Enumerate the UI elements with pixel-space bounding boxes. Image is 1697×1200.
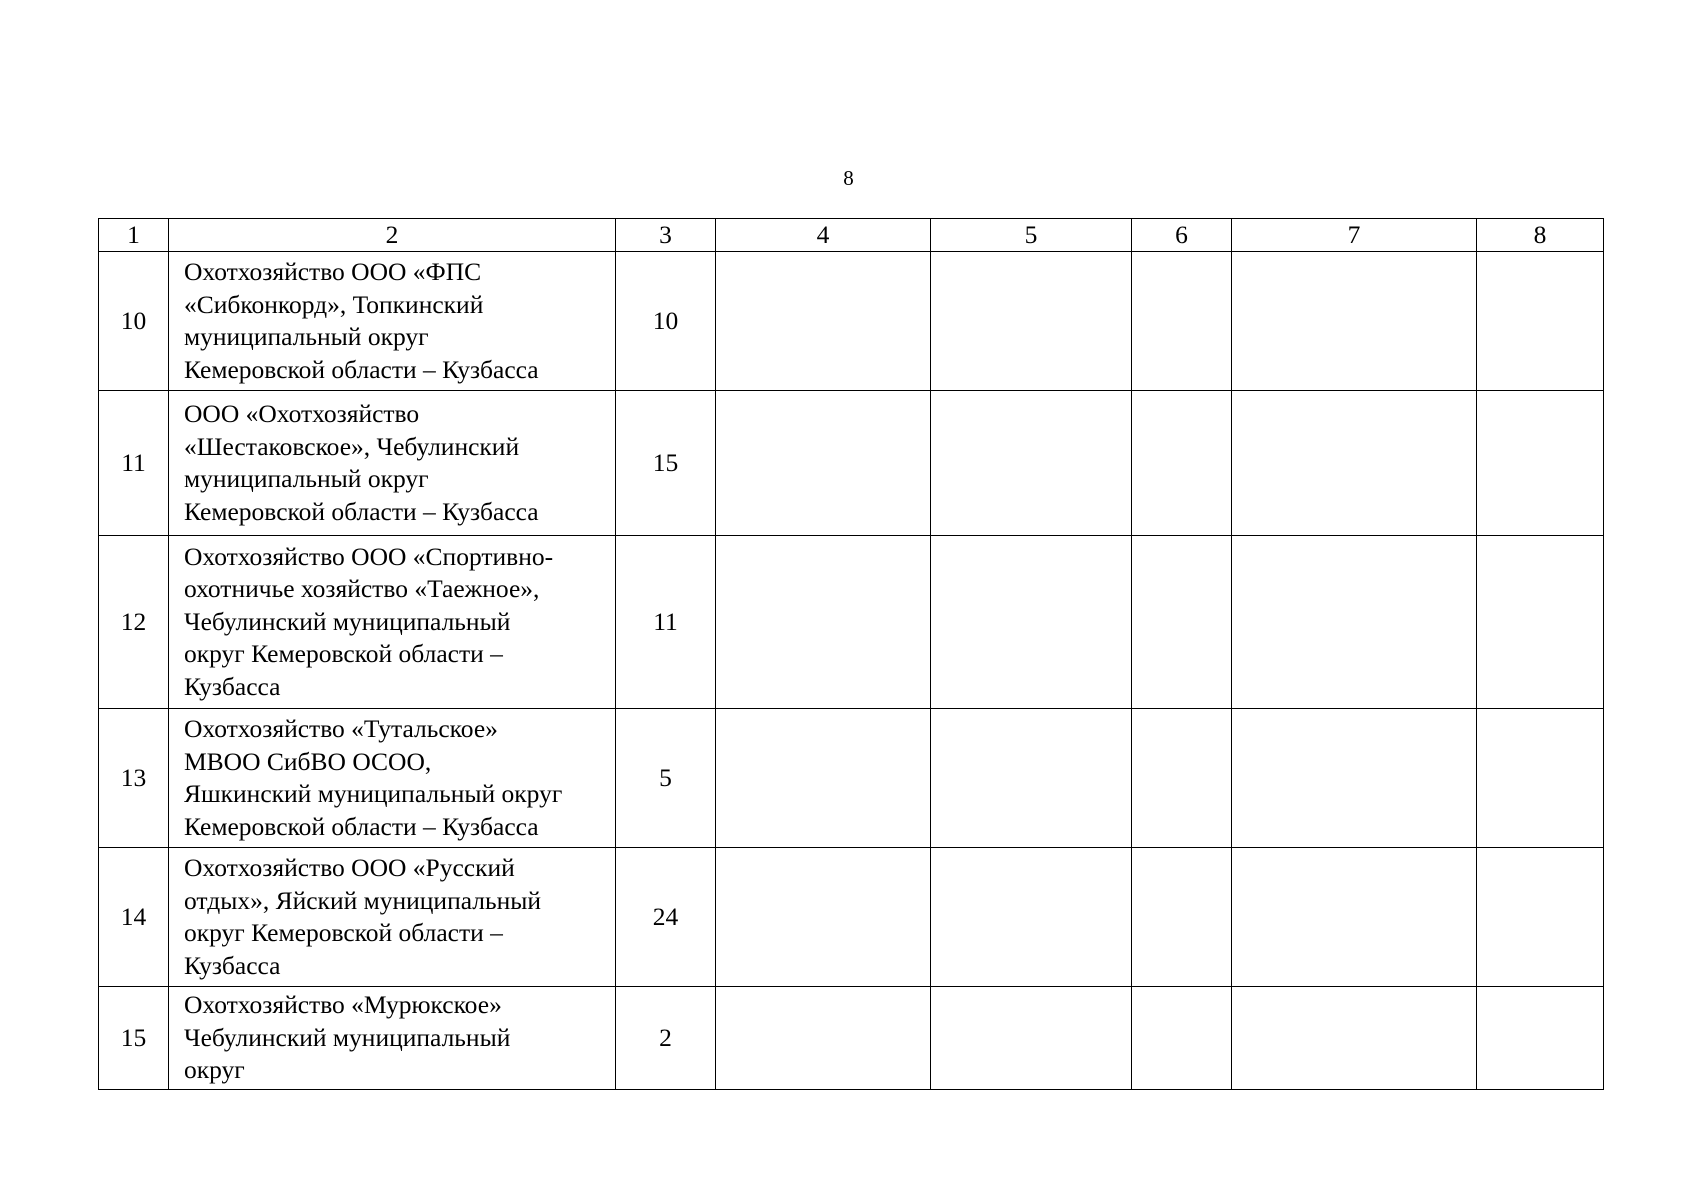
quantity-cell: 10 xyxy=(616,252,716,391)
row-number: 11 xyxy=(99,391,169,536)
empty-cell xyxy=(1477,987,1604,1090)
name-line: муниципальный округ xyxy=(184,464,429,493)
empty-cell xyxy=(1132,391,1232,536)
empty-cell xyxy=(1232,987,1477,1090)
empty-cell xyxy=(716,391,931,536)
quantity-cell: 2 xyxy=(616,987,716,1090)
empty-cell xyxy=(1232,848,1477,987)
table-row xyxy=(99,987,1604,1090)
table-row xyxy=(99,252,1604,391)
name-line: Чебулинский муниципальный xyxy=(184,606,511,636)
hunting-grounds-table xyxy=(98,218,1604,1090)
name-line: округ Кемеровской области – xyxy=(184,918,503,947)
row-number: 13 xyxy=(99,709,169,848)
empty-cell xyxy=(716,848,931,987)
hunting-ground-name xyxy=(169,252,616,391)
name-line: Охотхозяйство «Тутальское» xyxy=(184,714,498,743)
hunting-ground-name xyxy=(169,987,616,1090)
name-line: муниципальный округ xyxy=(184,322,429,351)
name-line: Охотхозяйство ООО «Русский xyxy=(184,853,515,882)
empty-cell xyxy=(931,709,1132,848)
name-line: Кузбасса xyxy=(184,950,281,980)
column-header: 4 xyxy=(716,219,931,252)
table-row xyxy=(99,848,1604,987)
column-header: 2 xyxy=(169,219,616,252)
hunting-ground-name xyxy=(169,536,616,709)
column-header: 3 xyxy=(616,219,716,252)
column-header: 6 xyxy=(1132,219,1232,252)
empty-cell xyxy=(1477,848,1604,987)
quantity-cell: 5 xyxy=(616,709,716,848)
empty-cell xyxy=(716,536,931,709)
empty-cell xyxy=(1132,848,1232,987)
empty-cell xyxy=(1132,709,1232,848)
row-number: 15 xyxy=(99,987,169,1090)
empty-cell xyxy=(1232,252,1477,391)
name-line: «Шестаковское», Чебулинский xyxy=(184,431,520,461)
name-line: Кузбасса xyxy=(184,671,281,701)
empty-cell xyxy=(1232,391,1477,536)
hunting-ground-name xyxy=(169,709,616,848)
name-line: Охотхозяйство «Мурюкское» xyxy=(184,990,502,1019)
quantity-cell: 11 xyxy=(616,536,716,709)
row-number: 10 xyxy=(99,252,169,391)
name-line: Чебулинский муниципальный xyxy=(184,1022,511,1052)
hunting-ground-name xyxy=(169,391,616,536)
empty-cell xyxy=(931,536,1132,709)
table-row xyxy=(99,709,1604,848)
empty-cell xyxy=(931,391,1132,536)
empty-cell xyxy=(1232,709,1477,848)
empty-cell xyxy=(716,709,931,848)
quantity-cell: 24 xyxy=(616,848,716,987)
row-number: 14 xyxy=(99,848,169,987)
empty-cell xyxy=(1477,391,1604,536)
name-line: Кемеровской области – Кузбасса xyxy=(184,496,539,526)
name-line: Кемеровской области – Кузбасса xyxy=(184,354,539,384)
empty-cell xyxy=(1132,987,1232,1090)
name-line: ООО «Охотхозяйство xyxy=(184,399,420,428)
column-header: 1 xyxy=(99,219,169,252)
empty-cell xyxy=(1477,252,1604,391)
empty-cell xyxy=(1232,536,1477,709)
name-line: округ xyxy=(184,1055,245,1084)
empty-cell xyxy=(931,252,1132,391)
name-line: Яшкинский муниципальный округ xyxy=(184,779,563,808)
row-number: 12 xyxy=(99,536,169,709)
empty-cell xyxy=(716,987,931,1090)
page-number: 8 xyxy=(843,166,854,190)
empty-cell xyxy=(716,252,931,391)
name-line: Охотхозяйство ООО «ФПС xyxy=(184,257,482,286)
name-line: Кемеровской области – Кузбасса xyxy=(184,811,539,841)
table-header-row xyxy=(99,219,1604,252)
empty-cell xyxy=(1132,252,1232,391)
empty-cell xyxy=(1477,536,1604,709)
empty-cell xyxy=(1477,709,1604,848)
table-row xyxy=(99,391,1604,536)
name-line: МВОО СибВО ОСОО, xyxy=(184,746,432,776)
name-line: «Сибконкорд», Топкинский xyxy=(184,289,484,319)
empty-cell xyxy=(931,987,1132,1090)
hunting-ground-name xyxy=(169,848,616,987)
name-line: Охотхозяйство ООО «Спортивно- xyxy=(184,541,554,571)
quantity-cell: 15 xyxy=(616,391,716,536)
name-line: отдых», Яйский муниципальный xyxy=(184,885,542,915)
empty-cell xyxy=(931,848,1132,987)
column-header: 5 xyxy=(931,219,1132,252)
column-header: 8 xyxy=(1477,219,1604,252)
column-header: 7 xyxy=(1232,219,1477,252)
name-line: охотничье хозяйство «Таежное», xyxy=(184,574,540,604)
empty-cell xyxy=(1132,536,1232,709)
table-row xyxy=(99,536,1604,709)
name-line: округ Кемеровской области – xyxy=(184,639,503,669)
